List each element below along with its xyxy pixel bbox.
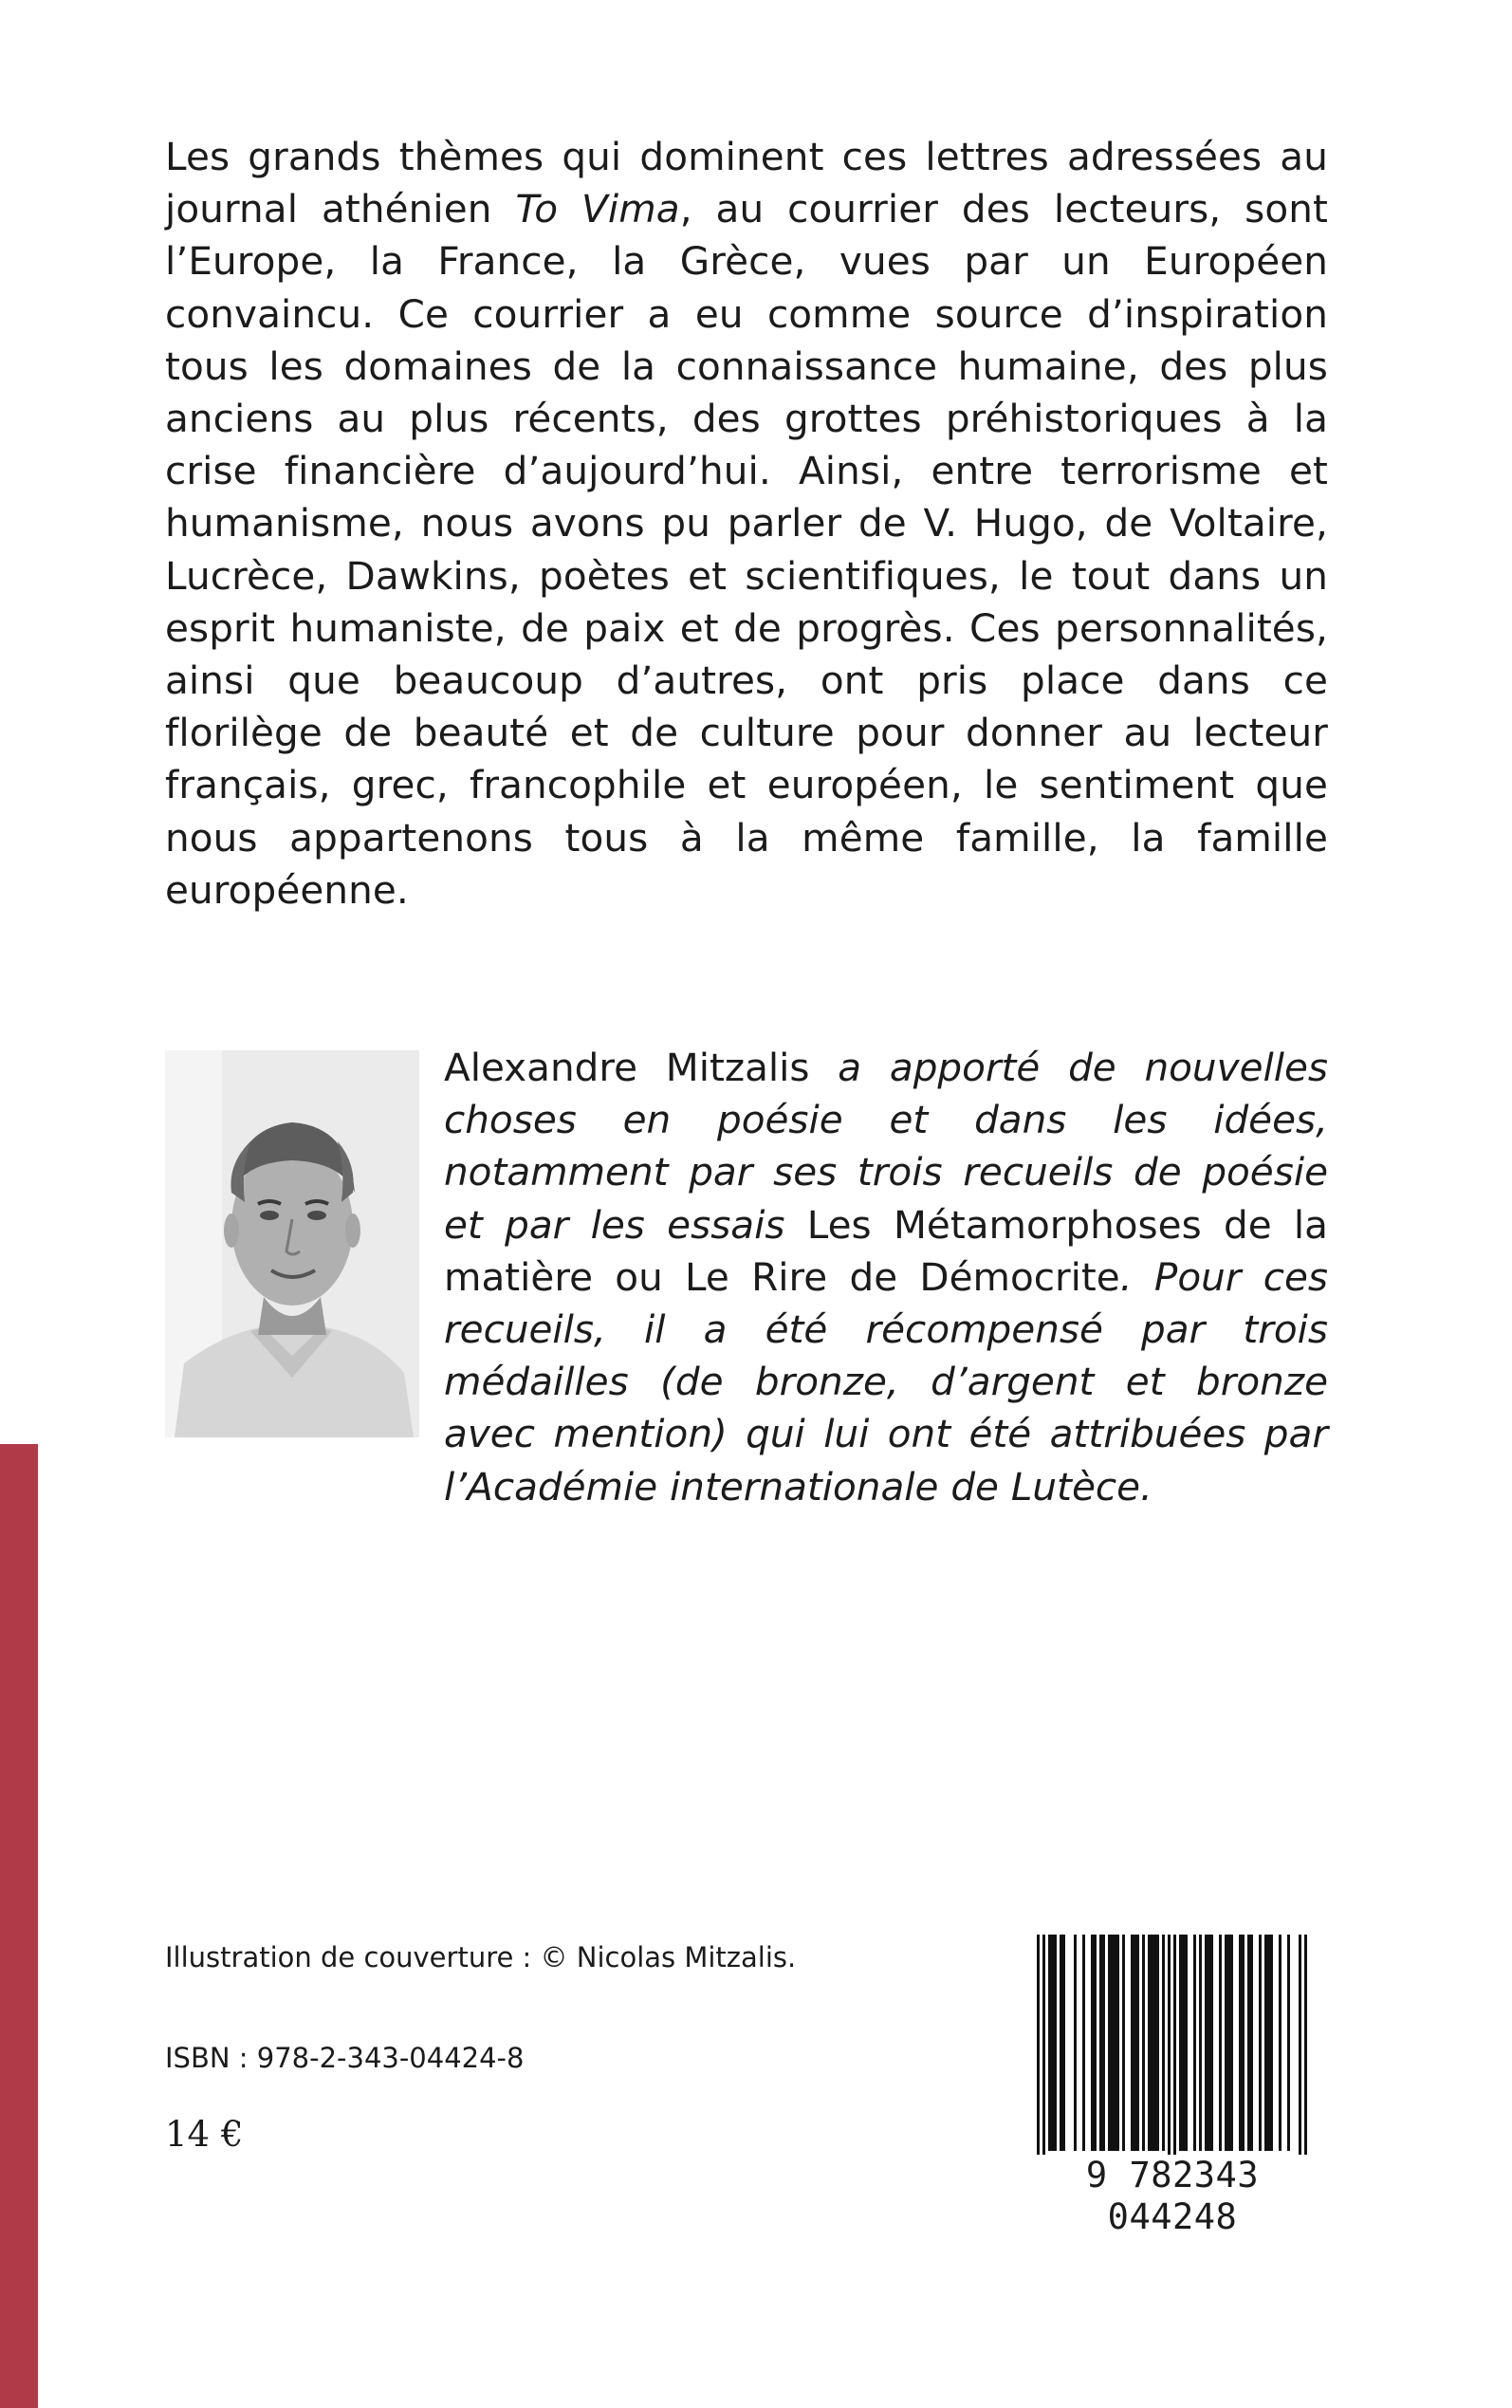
- barcode-bar-18: [1131, 1935, 1134, 2151]
- blurb-text-part1: Les grands thèmes qui dominent ces lettres adressées au journal athénien: [165, 134, 1328, 232]
- back-cover-blurb: [165, 131, 1328, 917]
- barcode-bar-13: [1108, 1935, 1111, 2151]
- essay-titles: Les Métamorphoses de la matière ou Le Rire de Démocrite: [444, 1201, 1328, 1300]
- barcode-bar-26: [1162, 1935, 1165, 2151]
- author-bio: [444, 1042, 1328, 1513]
- barcode-bar-40: [1230, 1935, 1233, 2151]
- barcode-bar-19: [1134, 1935, 1136, 2151]
- barcode-bar-51: [1299, 1935, 1301, 2162]
- barcode-bar-31: [1185, 1935, 1188, 2151]
- barcode-bar-47: [1267, 1935, 1270, 2151]
- bio-text-part2: . Pour ces recueils, il a été récompensé par trois médailles (de bronze, d’argent et bronze avec mention) qui lui ont été attribuées par l’Académie internationale de Lutèce.: [444, 1253, 1328, 1510]
- barcode-bar-35: [1208, 1935, 1210, 2151]
- barcode-bar-29: [1179, 1935, 1182, 2151]
- barcode-bar-28: [1173, 1935, 1176, 2162]
- barcode-bar-24: [1153, 1935, 1156, 2151]
- barcode: [1029, 1929, 1316, 2237]
- barcode-bar-33: [1199, 1935, 1202, 2151]
- barcode-bar-48: [1270, 1935, 1273, 2151]
- spine-stripe: [0, 1444, 38, 2408]
- barcode-bar-1: [1042, 1935, 1045, 2162]
- barcode-bar-9: [1091, 1935, 1094, 2151]
- barcode-bar-44: [1250, 1935, 1253, 2151]
- isbn-number: ISBN : 978-2-343-04424-8: [165, 2042, 525, 2074]
- barcode-bar-6: [1062, 1935, 1065, 2151]
- barcode-bar-39: [1227, 1935, 1230, 2151]
- barcode-bar-45: [1259, 1935, 1262, 2151]
- barcode-bar-2: [1048, 1935, 1051, 2151]
- barcode-bar-46: [1264, 1935, 1267, 2151]
- author-photo: [165, 1050, 419, 1437]
- newspaper-title: To Vima: [515, 186, 680, 232]
- barcode-digits: 9 782343 044248: [1029, 2155, 1316, 2238]
- barcode-bar-4: [1054, 1935, 1057, 2151]
- barcode-bars: [1029, 1929, 1316, 2166]
- barcode-bar-21: [1142, 1935, 1145, 2151]
- barcode-bar-36: [1210, 1935, 1213, 2151]
- barcode-bar-38: [1225, 1935, 1227, 2151]
- barcode-bar-25: [1156, 1935, 1159, 2151]
- cover-illustration-credit: Illustration de couverture : © Nicolas Mitzalis.: [165, 1941, 797, 1973]
- barcode-bar-14: [1111, 1935, 1114, 2151]
- barcode-bar-34: [1205, 1935, 1208, 2151]
- barcode-bar-12: [1102, 1935, 1105, 2151]
- barcode-bar-42: [1242, 1935, 1245, 2151]
- price: 14 €: [165, 2114, 244, 2155]
- barcode-bar-5: [1060, 1935, 1062, 2151]
- barcode-bar-43: [1247, 1935, 1250, 2151]
- barcode-bar-37: [1219, 1935, 1222, 2151]
- barcode-bar-50: [1287, 1935, 1290, 2151]
- bio-text-part1: a apporté de nouvelles choses en poésie et dans les idées, notamment par ses trois recueils de poésie et par les essais: [444, 1045, 1329, 1248]
- barcode-bar-11: [1099, 1935, 1102, 2151]
- barcode-bar-20: [1136, 1935, 1139, 2151]
- barcode-bar-27: [1168, 1935, 1171, 2162]
- author-name: Alexandre Mitzalis: [444, 1045, 810, 1090]
- barcode-bar-10: [1094, 1935, 1097, 2151]
- barcode-bar-41: [1239, 1935, 1242, 2151]
- barcode-bar-16: [1116, 1935, 1119, 2151]
- barcode-bar-3: [1051, 1935, 1054, 2151]
- barcode-bar-30: [1182, 1935, 1185, 2151]
- barcode-bar-22: [1148, 1935, 1151, 2151]
- barcode-bar-15: [1114, 1935, 1116, 2151]
- barcode-bar-52: [1304, 1935, 1307, 2162]
- barcode-bar-7: [1074, 1935, 1077, 2151]
- barcode-bar-17: [1122, 1935, 1125, 2151]
- barcode-bar-0: [1037, 1935, 1040, 2162]
- barcode-bar-8: [1082, 1935, 1085, 2151]
- barcode-bar-32: [1193, 1935, 1196, 2151]
- barcode-bar-49: [1279, 1935, 1282, 2151]
- blurb-text-part2: , au courrier des lecteurs, sont l’Europe, la France, la Grèce, vues par un Européen convaincu. Ce courrier a eu comme source d’inspiration tous les domaines de la connaissance humaine, des plus anciens au plus récents, des grottes préhistoriques à la crise financière d’aujourd’hui. Ainsi, entre terrorisme et humanisme, nous avons pu parler de V. Hugo, de Voltaire, Lucrèce, Dawkins, poètes et scientifiques, le tout dans un esprit humaniste, de paix et de progrès. Ces personnalités, ainsi que beaucoup d’autres, ont pris place dans ce florilège de beauté et de culture pour donner au lecteur français, grec, francophile et européen, le sentiment que nous appartenons tous à la même famille, la famille européenne.: [165, 186, 1328, 913]
- barcode-bar-23: [1151, 1935, 1153, 2151]
